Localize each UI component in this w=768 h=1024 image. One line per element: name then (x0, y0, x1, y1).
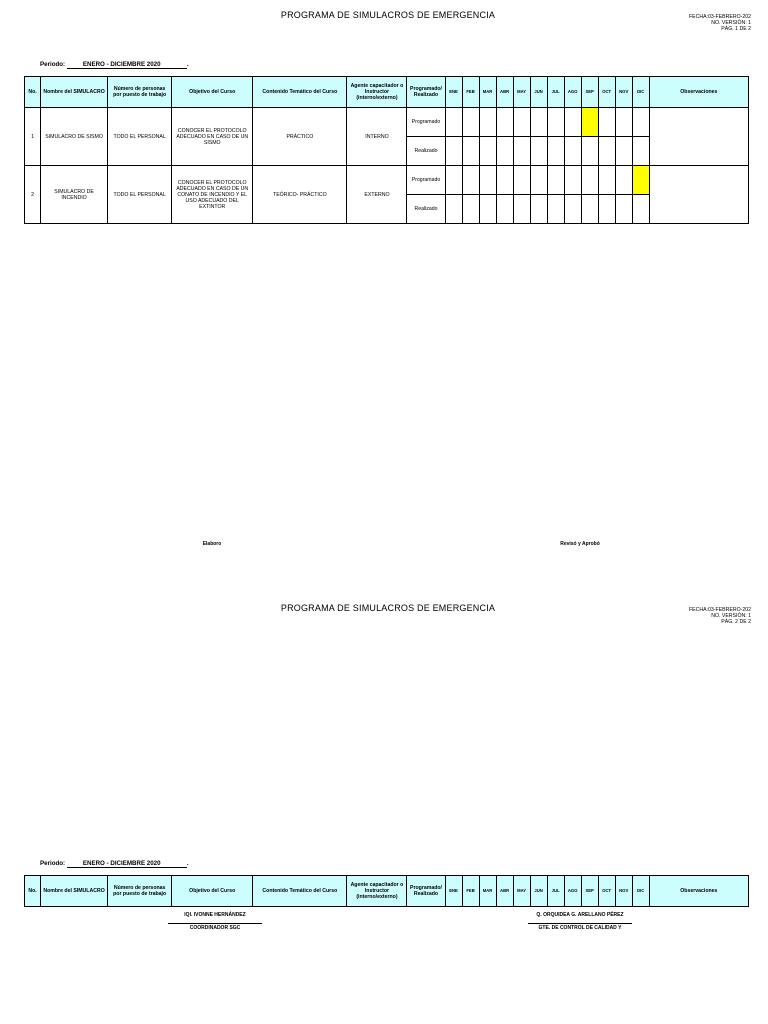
header-month-ago: AGO (564, 77, 581, 108)
row2-real-jun (530, 195, 547, 224)
row2-prog-dic-highlight (632, 166, 649, 195)
table-header-row (25, 77, 749, 108)
header-personas: Número de personas por puesto de trabajo (108, 876, 172, 907)
header-nombre: Nombre del SIMULACRO (41, 77, 108, 108)
row2-prog-ago (564, 166, 581, 195)
header-agente: Agente capacitador o Instructor (interno/externo) (347, 77, 407, 108)
page1-title: PROGRAMA DE SIMULACROS DE EMERGENCIA (280, 10, 496, 20)
row2-real-sep (581, 195, 598, 224)
row2-agente: EXTERNO (347, 166, 407, 224)
row2-real-nov (615, 195, 632, 224)
row2-personas: TODO EL PERSONAL (108, 166, 172, 224)
row1-real-oct (598, 137, 615, 166)
row1-prog-sep-highlight (581, 108, 598, 137)
row2-real-jul (547, 195, 564, 224)
row2-prog-oct (598, 166, 615, 195)
header-no: No. (25, 77, 41, 108)
table-header-row (25, 876, 749, 907)
signature-left (160, 912, 270, 931)
header-month-jun: JUN (530, 876, 547, 907)
header-no: No. (25, 876, 41, 907)
page1-fecha: FECHA:03-FEBRERO-202 (689, 14, 751, 20)
row2-real-ene (445, 195, 462, 224)
row2-prog-may (513, 166, 530, 195)
row1-real-sep (581, 137, 598, 166)
row1-no: 1 (25, 108, 41, 166)
row1-real-ago (564, 137, 581, 166)
row2-realizado: Realizado (407, 195, 445, 224)
header-nombre: Nombre del SIMULACRO (41, 876, 108, 907)
period-trail: . (186, 61, 189, 68)
row1-prog-ago (564, 108, 581, 137)
header-objetivo: Objetivo del Curso (172, 876, 253, 907)
row2-real-oct (598, 195, 615, 224)
elaboro-label: Elaboro (202, 541, 222, 547)
row2-prog-sep (581, 166, 598, 195)
row1-prog-jun (530, 108, 547, 137)
row2-contenido: TEÓRICO- PRÁCTICO (253, 166, 347, 224)
header-month-nov: NOV (615, 77, 632, 108)
row1-real-feb (462, 137, 479, 166)
row1-prog-nov (615, 108, 632, 137)
row2-prog-nov (615, 166, 632, 195)
page2-version: NO. VERSIÓN: 1 (711, 613, 751, 620)
page1-version: NO. VERSIÓN: 1 (711, 20, 751, 27)
page1-schedule-table (24, 76, 749, 224)
header-contenido: Contenido Temático del Curso (253, 876, 347, 907)
header-contenido: Contenido Temático del Curso (253, 77, 347, 108)
header-month-oct: OCT (598, 77, 615, 108)
row2-real-abr (496, 195, 513, 224)
row1-prog-may (513, 108, 530, 137)
row1-prog-mar (479, 108, 496, 137)
header-month-dic: DIC (632, 876, 649, 907)
period-value-line (67, 61, 187, 69)
row2-prog-jul (547, 166, 564, 195)
signer-left-role: COORDINADOR SGC (168, 923, 262, 931)
header-month-sep: SEP (581, 77, 598, 108)
signer-right-role: GTE. DE CONTROL DE CALIDAD Y (528, 923, 632, 931)
page2-schedule-table (24, 875, 749, 907)
row1-real-mar (479, 137, 496, 166)
signature-right (520, 912, 640, 931)
row1-real-jul (547, 137, 564, 166)
row1-real-dic (632, 137, 649, 166)
row2-prog-mar (479, 166, 496, 195)
header-month-dic: DIC (632, 77, 649, 108)
period-value-line (67, 860, 187, 868)
header-objetivo: Objetivo del Curso (172, 77, 253, 108)
row1-personas: TODO EL PERSONAL (108, 108, 172, 166)
header-personas: Número de personas por puesto de trabajo (108, 77, 172, 108)
row2-real-mar (479, 195, 496, 224)
header-month-ene: ENE (445, 876, 462, 907)
row1-objetivo: CONOCER EL PROTOCOLO ADECUADO EN CASO DE UN SISMO (172, 108, 253, 166)
reviso-label: Revisó y Aprobó (560, 541, 600, 547)
row2-prog-abr (496, 166, 513, 195)
row2-objetivo: CONOCER EL PROTOCOLO ADECUADO EN CASO DE UN CONATO DE INCENDIO Y EL USO ADECUADO DEL EXTINTOR (172, 166, 253, 224)
header-month-mar: MAR (479, 876, 496, 907)
row1-agente: INTERNO (347, 108, 407, 166)
header-month-abr: ABR (496, 77, 513, 108)
period-value: ENERO - DICIEMBRE 2020 (82, 860, 161, 867)
header-month-sep: SEP (581, 876, 598, 907)
row1-prog-ene (445, 108, 462, 137)
row2-real-may (513, 195, 530, 224)
header-agente: Agente capacitador o Instructor (interno/externo) (347, 876, 407, 907)
period-label: Periodo: (40, 860, 66, 867)
row2-no: 2 (25, 166, 41, 224)
page1-pagina: PÁG. 1 DE 2 (721, 26, 751, 33)
table-row (25, 166, 749, 195)
row1-prog-feb (462, 108, 479, 137)
row1-contenido: PRÁCTICO (253, 108, 347, 166)
row1-real-abr (496, 137, 513, 166)
row1-prog-oct (598, 108, 615, 137)
row1-observaciones (649, 108, 748, 166)
header-month-ene: ENE (445, 77, 462, 108)
row1-prog-abr (496, 108, 513, 137)
row1-prog-jul (547, 108, 564, 137)
header-observaciones: Observaciones (649, 77, 748, 108)
header-month-jul: JUL (547, 876, 564, 907)
signer-right-name: Q. ORQUIDEA G. ARELLANO PÉREZ (536, 912, 624, 918)
row1-programado: Programado (407, 108, 445, 137)
row1-realizado: Realizado (407, 137, 445, 166)
row2-prog-feb (462, 166, 479, 195)
header-month-feb: FEB (462, 876, 479, 907)
header-month-oct: OCT (598, 876, 615, 907)
header-observaciones: Observaciones (649, 876, 748, 907)
row2-real-ago (564, 195, 581, 224)
header-month-may: MAY (513, 77, 530, 108)
signer-left-name: IQI. IVONNE HERNÁNDEZ (184, 912, 246, 918)
header-month-nov: NOV (615, 876, 632, 907)
page2-pagina: PÁG. 2 DE 2 (721, 619, 751, 626)
row1-real-ene (445, 137, 462, 166)
row2-programado: Programado (407, 166, 445, 195)
page1-period (40, 61, 189, 69)
period-value: ENERO - DICIEMBRE 2020 (82, 61, 161, 68)
row2-real-feb (462, 195, 479, 224)
row2-prog-jun (530, 166, 547, 195)
page2-title: PROGRAMA DE SIMULACROS DE EMERGENCIA (280, 603, 496, 613)
row2-prog-ene (445, 166, 462, 195)
row1-real-nov (615, 137, 632, 166)
header-programado: Programado/ Realizado (407, 876, 445, 907)
row2-nombre: SIMULACRO DE INCENDIO (41, 166, 108, 224)
header-month-ago: AGO (564, 876, 581, 907)
row1-real-jun (530, 137, 547, 166)
header-month-jul: JUL (547, 77, 564, 108)
header-month-abr: ABR (496, 876, 513, 907)
page2-meta (689, 607, 751, 626)
header-programado: Programado/ Realizado (407, 77, 445, 108)
row1-prog-dic (632, 108, 649, 137)
header-month-may: MAY (513, 876, 530, 907)
table-row (25, 108, 749, 137)
header-month-feb: FEB (462, 77, 479, 108)
row1-real-may (513, 137, 530, 166)
page1-meta (689, 14, 751, 33)
row1-nombre: SIMULACRO DE SISMO (41, 108, 108, 166)
period-trail: . (186, 860, 189, 867)
page2-fecha: FECHA:03-FEBRERO-202 (689, 607, 751, 613)
page2-period (40, 860, 189, 868)
header-month-jun: JUN (530, 77, 547, 108)
period-label: Periodo: (40, 61, 66, 68)
row2-real-dic (632, 195, 649, 224)
header-month-mar: MAR (479, 77, 496, 108)
row2-observaciones (649, 166, 748, 224)
